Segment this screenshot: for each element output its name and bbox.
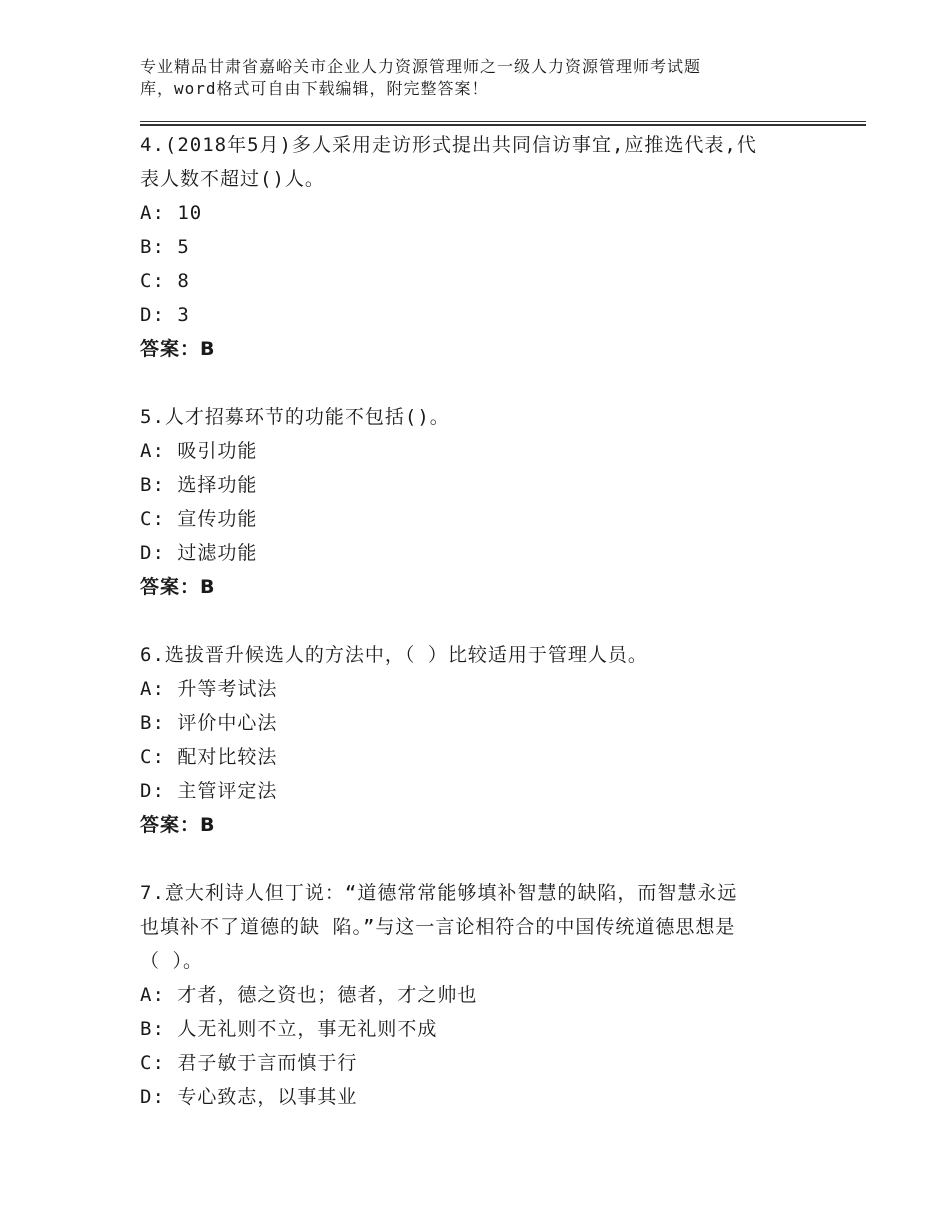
option-b: B: 评价中心法 xyxy=(140,712,278,734)
stem-line: 表人数不超过()人。 xyxy=(140,168,325,190)
option-c: C: 配对比较法 xyxy=(140,746,278,768)
answer-label: 答案：B xyxy=(140,338,216,360)
header-rule-thin xyxy=(140,121,866,122)
option-b: B: 人无礼则不立，事无礼则不成 xyxy=(140,1018,438,1040)
option-d: D: 专心致志，以事其业 xyxy=(140,1086,358,1108)
option-a: A: 吸引功能 xyxy=(140,440,258,462)
stem-line: （ ）。 xyxy=(140,950,203,972)
header-line-2: 库，word格式可自由下载编辑，附完整答案！ xyxy=(140,79,489,98)
option-c: C: 宣传功能 xyxy=(140,508,258,530)
question-stem xyxy=(140,400,830,434)
question-6 xyxy=(140,638,830,842)
option-a: A: 10 xyxy=(140,202,203,224)
question-stem xyxy=(140,128,830,196)
question-list xyxy=(140,128,830,1148)
stem-line: 5.人才招募环节的功能不包括()。 xyxy=(140,406,450,428)
question-stem xyxy=(140,876,830,978)
stem-line: 也填补不了道德的缺 陷。”与这一言论相符合的中国传统道德思想是 xyxy=(140,916,736,938)
header-line-1: 专业精品甘肃省嘉峪关市企业人力资源管理师之一级人力资源管理师考试题 xyxy=(140,57,702,76)
option-c: C: 君子敏于言而慎于行 xyxy=(140,1052,358,1074)
question-stem xyxy=(140,638,830,672)
question-7 xyxy=(140,876,830,1114)
stem-line: 7.意大利诗人但丁说：“道德常常能够填补智慧的缺陷，而智慧永远 xyxy=(140,882,738,904)
question-4 xyxy=(140,128,830,366)
option-b: B: 选择功能 xyxy=(140,474,258,496)
option-d: D: 3 xyxy=(140,304,190,326)
option-b: B: 5 xyxy=(140,236,190,258)
answer-label: 答案：B xyxy=(140,814,216,836)
stem-line: 4.(2018年5月)多人采用走访形式提出共同信访事宜,应推选代表,代 xyxy=(140,134,757,156)
header-rule-thick xyxy=(140,124,866,126)
stem-line: 6.选拔晋升候选人的方法中，（ ）比较适用于管理人员。 xyxy=(140,644,648,666)
question-5 xyxy=(140,400,830,604)
option-d: D: 过滤功能 xyxy=(140,542,258,564)
option-c: C: 8 xyxy=(140,270,190,292)
option-a: A: 升等考试法 xyxy=(140,678,278,700)
document-header xyxy=(140,56,780,100)
option-d: D: 主管评定法 xyxy=(140,780,278,802)
answer-label: 答案：B xyxy=(140,576,216,598)
option-a: A: 才者，德之资也；德者，才之帅也 xyxy=(140,984,478,1006)
